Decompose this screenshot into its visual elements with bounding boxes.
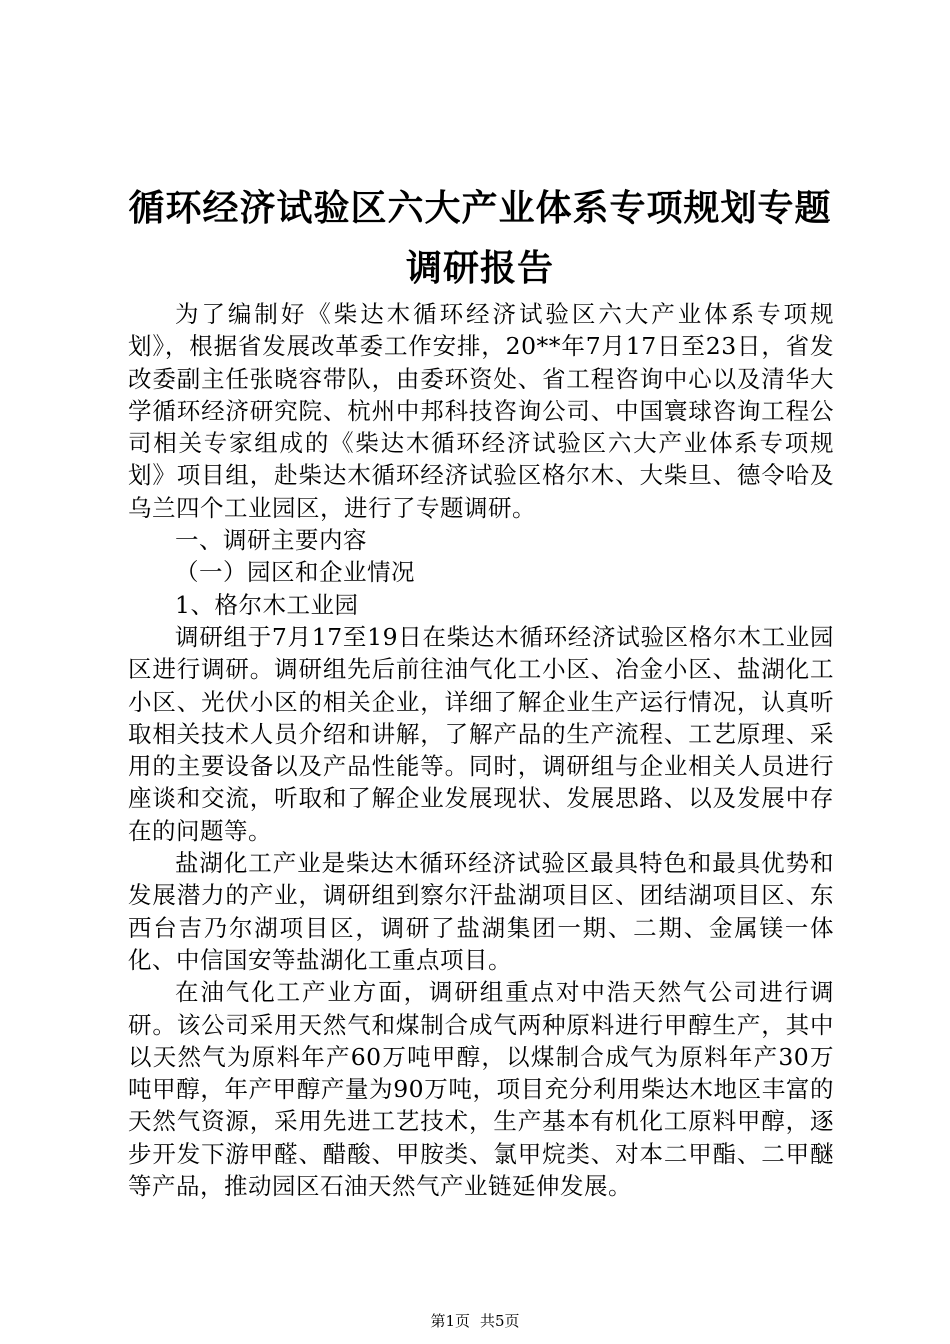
paragraph-salt-lake-chemical: 盐湖化工产业是柴达木循环经济试验区最具特色和最具优势和发展潜力的产业，调研组到察尔汗盐湖项目区、团结湖项目区、东西台吉乃尔湖项目区，调研了盐湖集团一期、二期、金属镁一体化、中信国安等盐湖化工重点项目。	[128, 849, 834, 974]
page-number: 第1页	[430, 1312, 470, 1330]
paragraph-intro: 为了编制好《柴达木循环经济试验区六大产业体系专项规划》，根据省发展改革委工作安排，20**年7月17日至23日，省发改委副主任张晓容带队，由委环资处、省工程咨询中心以及清华大学循环经济研究院、杭州中邦科技咨询公司、中国寰球咨询工程公司相关专家组成的《柴达木循环经济试验区六大产业体系专项规划》项目组，赴柴达木循环经济试验区格尔木、大柴旦、德令哈及乌兰四个工业园区，进行了专题调研。	[128, 300, 834, 522]
page-total: 共5页	[480, 1312, 520, 1330]
document-body	[128, 298, 834, 1202]
document-title: 循环经济试验区六大产业体系专项规划专题调研报告	[128, 187, 832, 289]
paragraph-oil-gas-chemical: 在油气化工产业方面，调研组重点对中浩天然气公司进行调研。该公司采用天然气和煤制合成气两种原料进行甲醇生产，其中以天然气为原料年产60万吨甲醇，以煤制合成气为原料年产30万吨甲醇，年产甲醇产量为90万吨，项目充分利用柴达木地区丰富的天然气资源，采用先进工艺技术，生产基本有机化工原料甲醇，逐步开发下游甲醛、醋酸、甲胺类、氯甲烷类、对本二甲酯、二甲醚等产品，推动园区石油天然气产业链延伸发展。	[128, 978, 834, 1201]
subsection-heading-parks-enterprises: （一）园区和企业情况	[175, 558, 415, 587]
page-footer	[0, 1311, 950, 1331]
section-heading-main-content: 一、调研主要内容	[175, 526, 367, 555]
paragraph-golmud-survey: 调研组于7月17至19日在柴达木循环经济试验区格尔木工业园区进行调研。调研组先后前往油气化工小区、冶金小区、盐湖化工小区、光伏小区的相关企业，详细了解企业生产运行情况，认真听取相关技术人员介绍和讲解，了解产品的生产流程、工艺原理、采用的主要设备以及产品性能等。同时，调研组与企业相关人员进行座谈和交流，听取和了解企业发展现状、发展思路、以及发展中存在的问题等。	[128, 622, 834, 845]
item-heading-golmud-park: 1、格尔木工业园	[175, 590, 359, 619]
